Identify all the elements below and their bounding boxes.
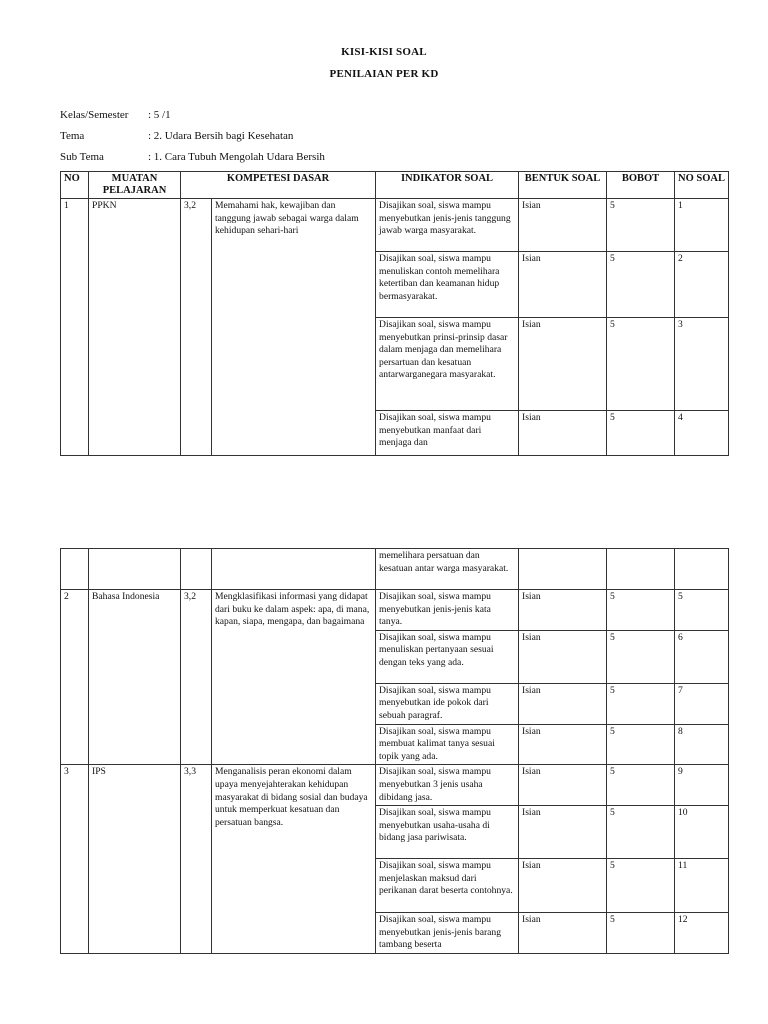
- cell-bentuk: Isian: [519, 683, 607, 724]
- meta-subtema: [60, 151, 325, 163]
- cell-bentuk: Isian: [519, 913, 607, 954]
- doc-title: KISI-KISI SOAL: [341, 46, 427, 58]
- cell-subject: IPS: [89, 765, 181, 954]
- meta-key: Sub Tema: [60, 151, 104, 163]
- cell-bentuk: Isian: [519, 411, 607, 456]
- cell-bobot: 5: [607, 724, 675, 765]
- cell-nosoal: 7: [675, 683, 729, 724]
- table-row: [61, 199, 729, 252]
- cell-bobot: 5: [607, 318, 675, 411]
- cell-indikator: Disajikan soal, siswa mampu menyebutkan jenis-jenis tanggung jawab warga masyarakat.: [376, 199, 519, 252]
- cell-bentuk: Isian: [519, 724, 607, 765]
- cell-bobot: 5: [607, 411, 675, 456]
- cell-empty: [61, 549, 89, 590]
- cell-nosoal: 9: [675, 765, 729, 806]
- cell-no: 1: [61, 199, 89, 456]
- cell-nosoal: 6: [675, 630, 729, 683]
- cell-indikator: Disajikan soal, siswa mampu menyebutkan usaha-usaha di bidang jasa pariwisata.: [376, 806, 519, 859]
- cell-no: 2: [61, 590, 89, 765]
- cell-bobot: 5: [607, 590, 675, 631]
- cell-nosoal: 2: [675, 252, 729, 318]
- cell-empty: [675, 549, 729, 590]
- cell-bentuk: Isian: [519, 765, 607, 806]
- meta-value: : 5 /1: [148, 109, 171, 121]
- cell-kd-text: Menganalisis peran ekonomi dalam upaya menyejahterakan kehidupan masyarakat di bidang sosial dan budaya untuk memperkuat kesatuan dan persatuan bangsa.: [212, 765, 376, 954]
- header-muatan: MUATAN PELAJARAN: [89, 172, 181, 199]
- cell-bentuk: Isian: [519, 199, 607, 252]
- cell-indikator: Disajikan soal, siswa mampu menyebutkan 3 jenis usaha dibidang jasa.: [376, 765, 519, 806]
- cell-empty: [89, 549, 181, 590]
- cell-nosoal: 5: [675, 590, 729, 631]
- cell-empty: [181, 549, 212, 590]
- cell-indikator: Disajikan soal, siswa mampu menyebutkan jenis-jenis barang tambang beserta: [376, 913, 519, 954]
- cell-bentuk: Isian: [519, 806, 607, 859]
- cell-nosoal: 4: [675, 411, 729, 456]
- cell-nosoal: 8: [675, 724, 729, 765]
- cell-subject: Bahasa Indonesia: [89, 590, 181, 765]
- header-bobot: BOBOT: [607, 172, 675, 199]
- kisi-table-page-1: [60, 171, 729, 456]
- cell-kd-text: Mengklasifikasi informasi yang didapat dari buku ke dalam aspek: apa, di mana, kapan, siapa, mengapa, dan bagaimana: [212, 590, 376, 765]
- cell-subject: PPKN: [89, 199, 181, 456]
- cell-bentuk: Isian: [519, 252, 607, 318]
- cell-nosoal: 3: [675, 318, 729, 411]
- meta-kelas: [60, 109, 171, 121]
- cell-bobot: 5: [607, 252, 675, 318]
- cell-indikator: Disajikan soal, siswa mampu menjelaskan maksud dari perikanan darat beserta contohnya.: [376, 859, 519, 913]
- cell-bobot: 5: [607, 683, 675, 724]
- meta-tema: [60, 130, 293, 142]
- kisi-table-page-2: [60, 548, 729, 954]
- cell-nosoal: 1: [675, 199, 729, 252]
- cell-bobot: 5: [607, 913, 675, 954]
- meta-value: : 2. Udara Bersih bagi Kesehatan: [148, 130, 294, 142]
- cell-bentuk: Isian: [519, 318, 607, 411]
- cell-kd-code: 3,3: [181, 765, 212, 954]
- cell-indikator: Disajikan soal, siswa mampu menyebutkan ide pokok dari sebuah paragraf.: [376, 683, 519, 724]
- cell-kd-code: 3,2: [181, 590, 212, 765]
- doc-subtitle: PENILAIAN PER KD: [329, 68, 439, 80]
- meta-key: Tema: [60, 130, 85, 142]
- cell-bobot: 5: [607, 630, 675, 683]
- table-row: [61, 590, 729, 631]
- cell-nosoal: 11: [675, 859, 729, 913]
- meta-value: : 1. Cara Tubuh Mengolah Udara Bersih: [148, 151, 325, 163]
- table-row: [61, 765, 729, 806]
- cell-nosoal: 10: [675, 806, 729, 859]
- cell-empty: [519, 549, 607, 590]
- cell-kd-text: Memahami hak, kewajiban dan tanggung jawab sebagai warga dalam kehidupan sehari-hari: [212, 199, 376, 456]
- table-header-row: [61, 172, 729, 199]
- cell-kd-code: 3,2: [181, 199, 212, 456]
- cell-indikator: Disajikan soal, siswa mampu menyebutkan jenis-jenis kata tanya.: [376, 590, 519, 631]
- cell-indikator-continued: memelihara persatuan dan kesatuan antar warga masyarakat.: [376, 549, 519, 590]
- cell-indikator: Disajikan soal, siswa mampu menyebutkan manfaat dari menjaga dan: [376, 411, 519, 456]
- header-no: NO: [61, 172, 89, 199]
- cell-bobot: 5: [607, 859, 675, 913]
- table-row-continuation: [61, 549, 729, 590]
- cell-bentuk: Isian: [519, 590, 607, 631]
- cell-bobot: 5: [607, 806, 675, 859]
- meta-key: Kelas/Semester: [60, 109, 129, 121]
- cell-bobot: 5: [607, 765, 675, 806]
- header-nosoal: NO SOAL: [675, 172, 729, 199]
- cell-indikator: Disajikan soal, siswa mampu menuliskan pertanyaan sesuai dengan teks yang ada.: [376, 630, 519, 683]
- cell-indikator: Disajikan soal, siswa mampu membuat kalimat tanya sesuai topik yang ada.: [376, 724, 519, 765]
- cell-bentuk: Isian: [519, 859, 607, 913]
- cell-indikator: Disajikan soal, siswa mampu menuliskan contoh memelihara ketertiban dan keamanan hidup bermasyarakat.: [376, 252, 519, 318]
- header-bentuk: BENTUK SOAL: [519, 172, 607, 199]
- header-kd: KOMPETESI DASAR: [181, 172, 376, 199]
- cell-no: 3: [61, 765, 89, 954]
- header-indikator: INDIKATOR SOAL: [376, 172, 519, 199]
- cell-bobot: 5: [607, 199, 675, 252]
- cell-bentuk: Isian: [519, 630, 607, 683]
- cell-empty: [212, 549, 376, 590]
- cell-empty: [607, 549, 675, 590]
- cell-indikator: Disajikan soal, siswa mampu menyebutkan prinsi-prinsip dasar dalam menjaga dan memelihara persartuan dan kesatuan antarwarganegara masyarakat.: [376, 318, 519, 411]
- cell-nosoal: 12: [675, 913, 729, 954]
